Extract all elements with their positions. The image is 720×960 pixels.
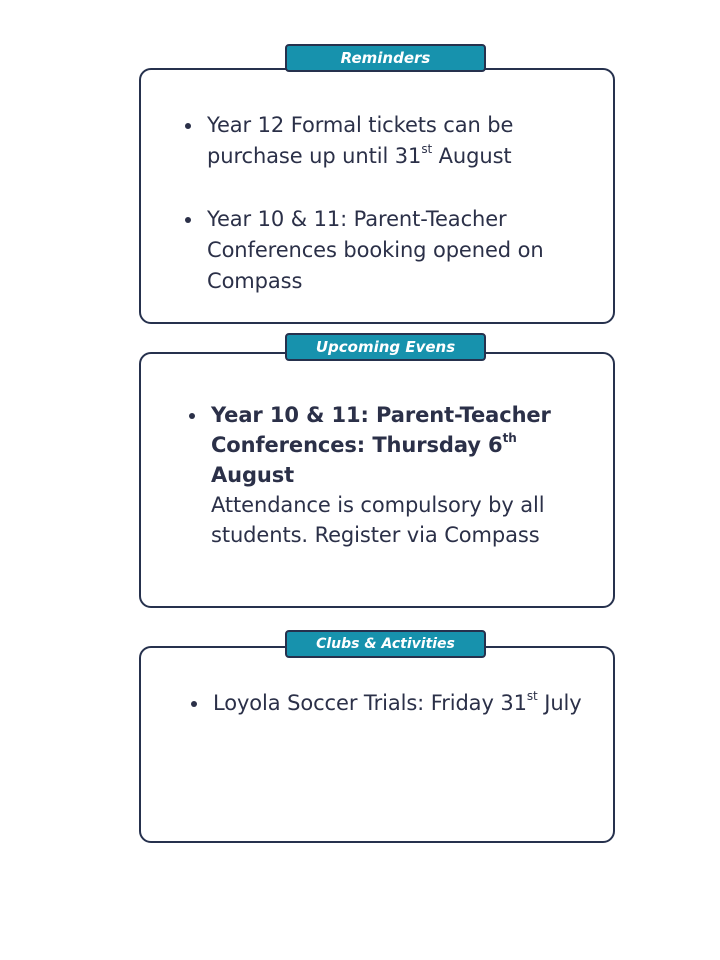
event-heading-a: Year 10 & 11: Parent-Teacher Conferences: Thursday 6 (211, 403, 551, 457)
clubs-list (191, 688, 611, 719)
upcoming-title: Upcoming Evens (285, 333, 486, 361)
list-item (191, 688, 611, 719)
list-item (185, 110, 610, 172)
bullet-icon (189, 413, 195, 419)
bullet-icon (185, 123, 191, 129)
club-text (213, 691, 582, 715)
upcoming-panel (139, 352, 615, 608)
event-heading-b: August (211, 463, 295, 487)
ordinal-suffix: st (421, 142, 433, 156)
reminder-text: Year 10 & 11: Parent-Teacher Conferences booking opened on Compass (207, 207, 544, 293)
ordinal-suffix: th (502, 431, 517, 445)
list-item (185, 204, 577, 297)
reminder-text (207, 113, 513, 168)
event-description: Attendance is compulsory by all students. Register via Compass (211, 493, 545, 547)
reminder-text-a: Year 12 Formal tickets can be purchase up until 31 (207, 113, 514, 168)
club-text-b: July (537, 691, 582, 715)
clubs-panel (139, 646, 615, 843)
event-heading (211, 403, 551, 487)
reminder-text-b: August (432, 144, 512, 168)
bullet-icon (191, 701, 197, 707)
clubs-title: Clubs & Activities (285, 630, 486, 658)
reminders-panel (139, 68, 615, 324)
reminders-title: Reminders (285, 44, 486, 72)
upcoming-list (189, 400, 559, 550)
ordinal-suffix: st (526, 689, 538, 703)
reminders-list (185, 110, 610, 297)
club-text-a: Loyola Soccer Trials: Friday 31 (213, 691, 527, 715)
bullet-icon (185, 217, 191, 223)
list-item (189, 400, 559, 550)
